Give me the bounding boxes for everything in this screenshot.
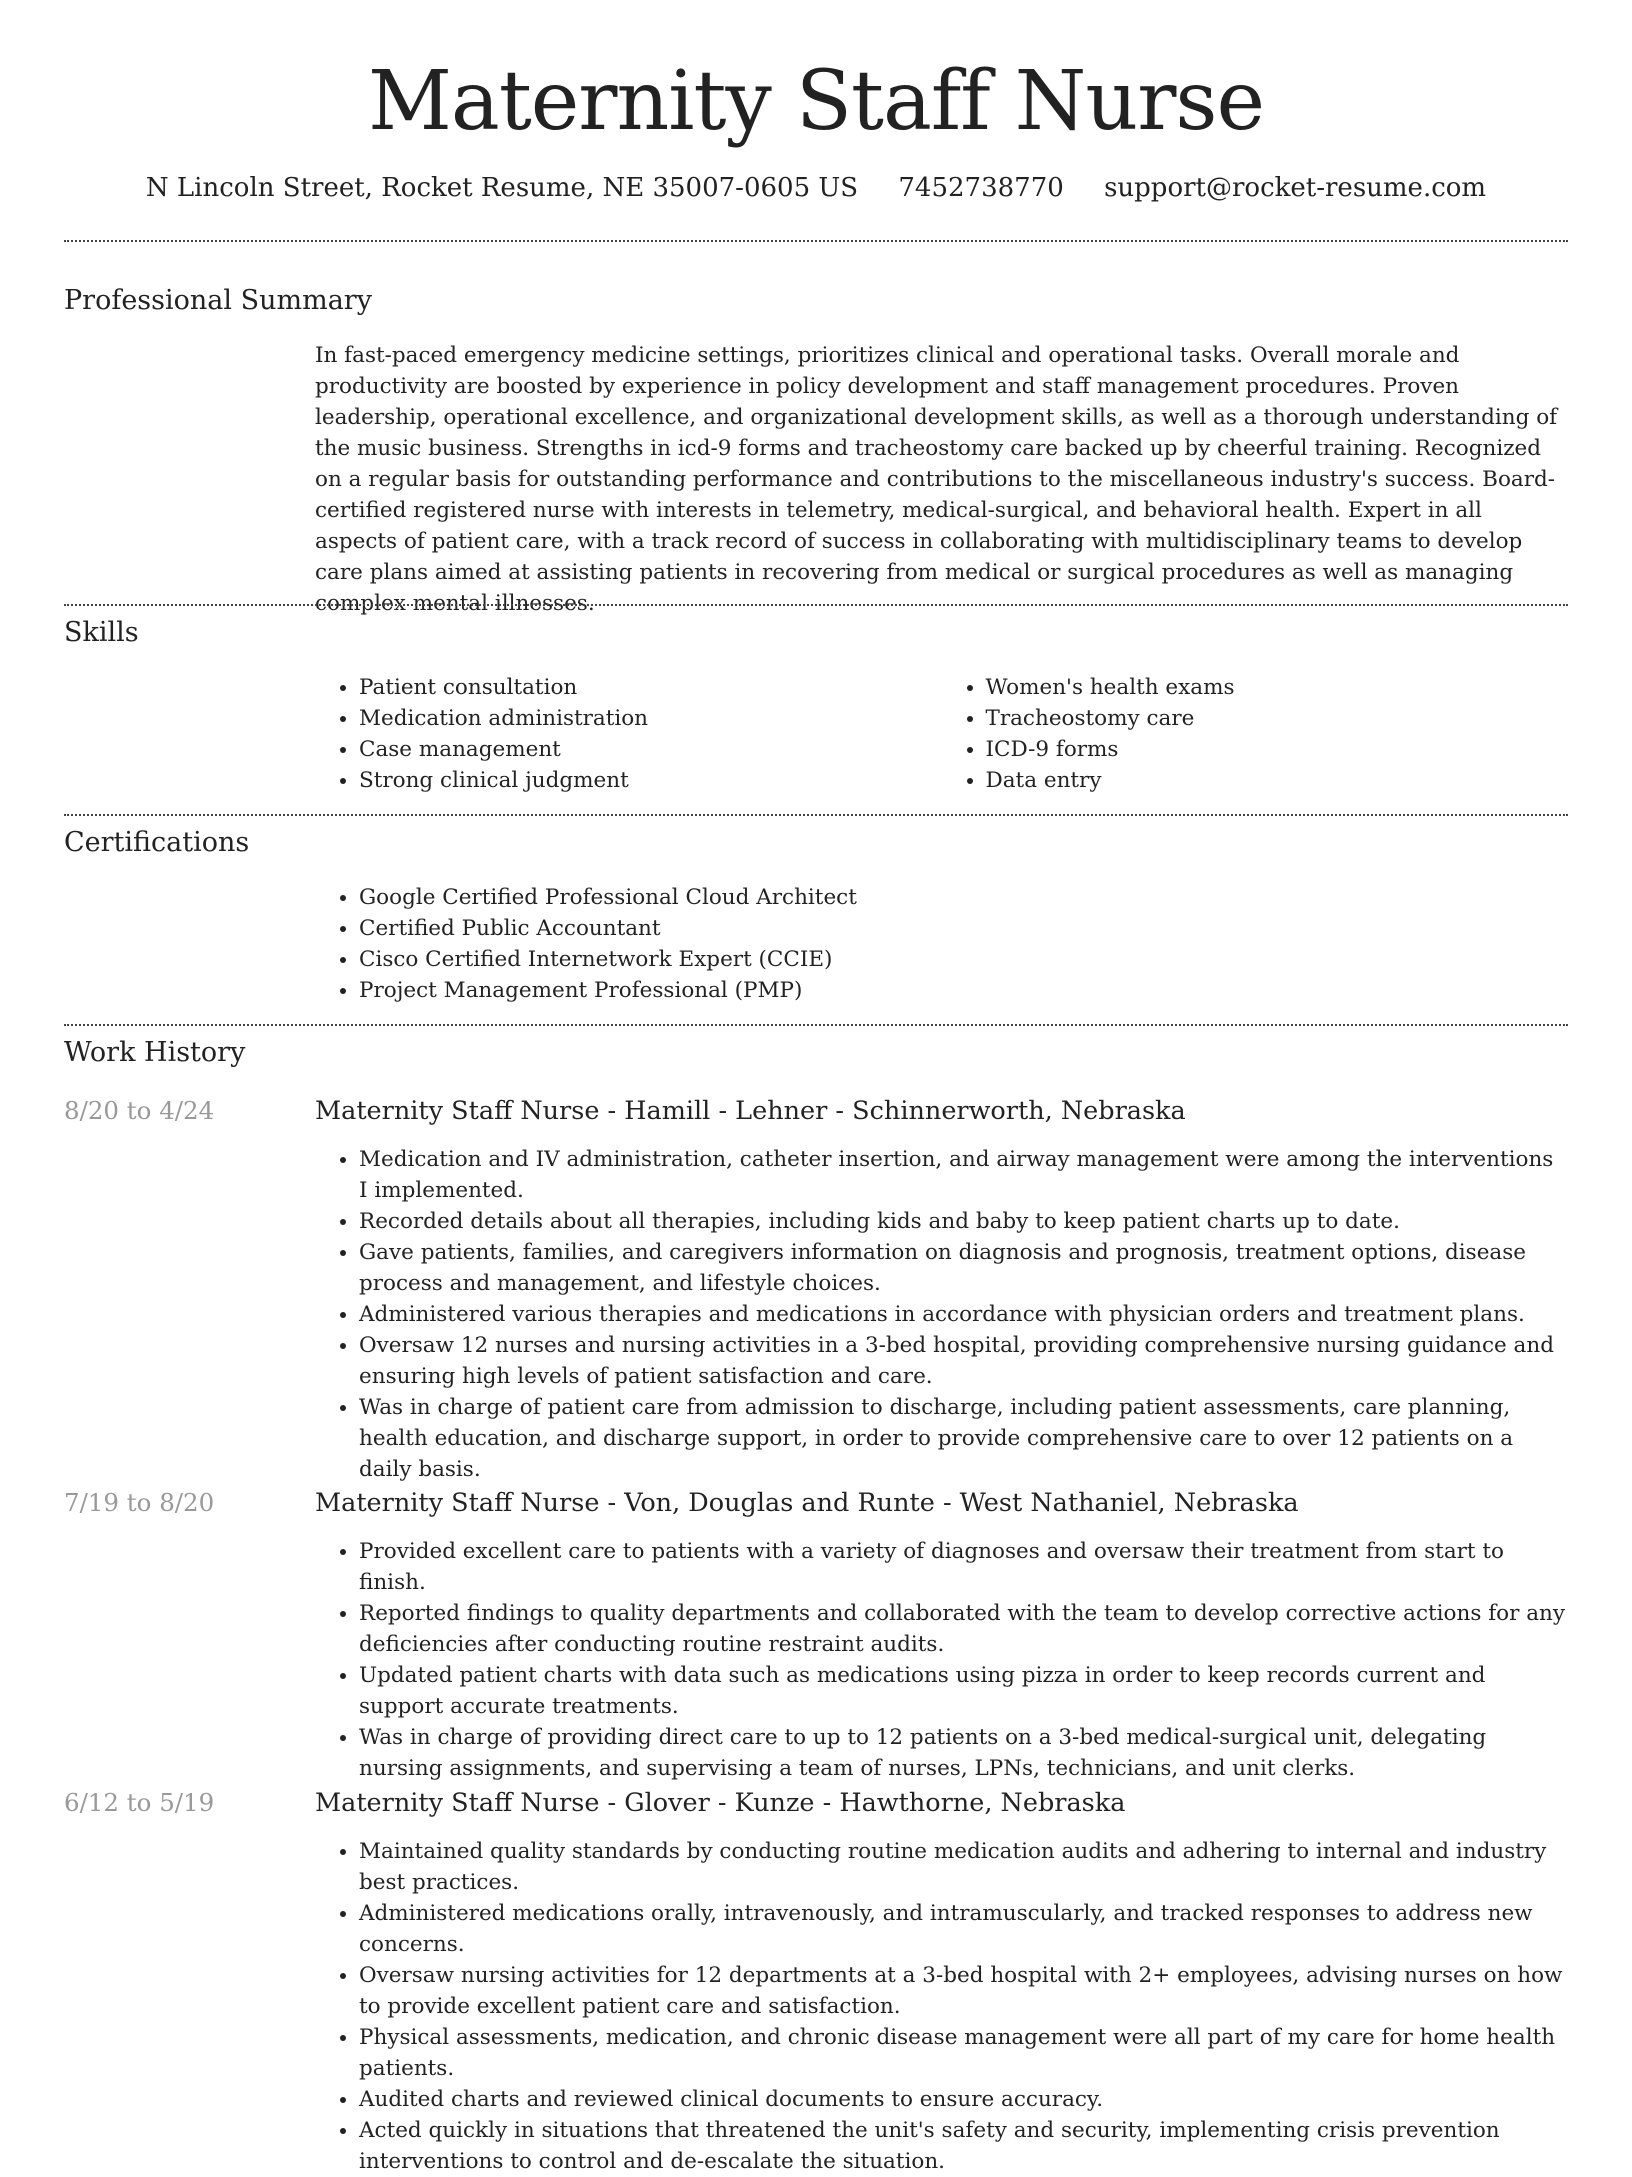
contact-line [0,170,1632,206]
job-bullet: • Oversaw nursing activities for 12 departments at a 3-bed hospital with 2+ employees, advising nurses on how to provide excellent patient care and satisfaction. [359,1960,1568,2022]
skills-body [315,672,1568,796]
job-title: Maternity Staff Nurse - Von, Douglas and Runte - West Nathaniel, Nebraska [315,1488,1299,1518]
job-bullet: • Administered medications orally, intravenously, and intramuscularly, and tracked responses to address new concerns. [359,1898,1568,1960]
job-dates: 8/20 to 4/24 [64,1096,215,1125]
skill-item: • Strong clinical judgment [359,765,942,796]
job-bullet: • Audited charts and reviewed clinical documents to ensure accuracy. [359,2084,1568,2115]
contact-phone: 7452738770 [898,173,1064,203]
skill-item: • Medication administration [359,703,942,734]
certification-item: • Cisco Certified Internetwork Expert (CCIE) [359,944,1568,975]
job-bullet-list [315,1836,1568,2177]
job-bullet: • Maintained quality standards by conducting routine medication audits and adhering to internal and industry best practices. [359,1836,1568,1898]
job-bullet: • Medication and IV administration, catheter insertion, and airway management were among the interventions I implemented. [359,1144,1568,1206]
summary-body [315,340,1568,619]
skill-item: • Data entry [986,765,1569,796]
job-bullet: • Recorded details about all therapies, including kids and baby to keep patient charts up to date. [359,1206,1568,1237]
skills-list-left [315,672,942,796]
job-bullets [315,1536,1568,1784]
skill-item: • Tracheostomy care [986,703,1569,734]
section-divider [64,1024,1568,1026]
section-title-summary: Professional Summary [64,285,372,316]
job-bullet: • Provided excellent care to patients with a variety of diagnoses and oversaw their treatment from start to finish. [359,1536,1568,1598]
job-bullet: • Was in charge of patient care from admission to discharge, including patient assessments, care planning, health education, and discharge support, in order to provide comprehensive care to over 12 patients on a daily basis. [359,1392,1568,1485]
job-bullet: • Was in charge of providing direct care to up to 12 patients on a 3-bed medical-surgical unit, delegating nursing assignments, and supervising a team of nurses, LPNs, technicians, and unit clerks. [359,1722,1568,1784]
certification-item: • Google Certified Professional Cloud Architect [359,882,1568,913]
certifications-body [315,882,1568,1006]
certification-item: • Project Management Professional (PMP) [359,975,1568,1006]
job-bullet-list [315,1144,1568,1485]
section-title-certifications: Certifications [64,827,250,858]
job-bullet: • Updated patient charts with data such as medications using pizza in order to keep records current and support accurate treatments. [359,1660,1568,1722]
job-bullet: • Acted quickly in situations that threatened the unit's safety and security, implementing crisis prevention interventions to control and de-escalate the situation. [359,2115,1568,2177]
job-title: Maternity Staff Nurse - Hamill - Lehner - Schinnerworth, Nebraska [315,1096,1186,1126]
job-bullet-list [315,1536,1568,1784]
job-bullet: • Reported findings to quality departments and collaborated with the team to develop corrective actions for any deficiencies after conducting routine restraint audits. [359,1598,1568,1660]
skills-list-right [942,672,1569,796]
job-bullet: • Physical assessments, medication, and chronic disease management were all part of my care for home health patients. [359,2022,1568,2084]
skill-item: • Women's health exams [986,672,1569,703]
contact-address: N Lincoln Street, Rocket Resume, NE 35007-0605 US [145,173,859,203]
job-dates: 6/12 to 5/19 [64,1788,215,1817]
contact-email: support@rocket-resume.com [1104,173,1487,203]
section-divider [64,240,1568,242]
job-title: Maternity Staff Nurse - Glover - Kunze - Hawthorne, Nebraska [315,1788,1126,1818]
skill-item: • Patient consultation [359,672,942,703]
skill-item: • ICD-9 forms [986,734,1569,765]
certification-item: • Certified Public Accountant [359,913,1568,944]
job-bullets [315,1144,1568,1485]
section-divider [64,814,1568,816]
job-dates: 7/19 to 8/20 [64,1488,215,1517]
job-bullets [315,1836,1568,2177]
section-title-skills: Skills [64,617,139,648]
section-divider [64,604,1568,606]
section-title-work-history: Work History [64,1037,246,1068]
summary-text: In fast-paced emergency medicine settings, prioritizes clinical and operational tasks. Overall morale and productivity are boosted by experience in policy development and staff management procedures. Proven leadership, operational excellence, and organizational development skills, as well as a thorough understanding of the music business. Strengths in icd-9 forms and tracheostomy care backed up by cheerful training. Recognized on a regular basis for outstanding performance and contributions to the miscellaneous industry's success. Board-certified registered nurse with interests in telemetry, medical-surgical, and behavioral health. Expert in all aspects of patient care, with a track record of success in collaborating with multidisciplinary teams to develop care plans aimed at assisting patients in recovering from medical or surgical procedures as well as managing complex mental illnesses. [315,343,1558,616]
job-bullet: • Oversaw 12 nurses and nursing activities in a 3-bed hospital, providing comprehensive nursing guidance and ensuring high levels of patient satisfaction and care. [359,1330,1568,1392]
certifications-list [315,882,1568,1006]
skill-item: • Case management [359,734,942,765]
candidate-name: Maternity Staff Nurse [367,54,1265,149]
resume-header [0,0,1632,206]
job-bullet: • Administered various therapies and medications in accordance with physician orders and treatment plans. [359,1299,1568,1330]
skills-columns [315,672,1568,796]
job-bullet: • Gave patients, families, and caregivers information on diagnosis and prognosis, treatment options, disease process and management, and lifestyle choices. [359,1237,1568,1299]
